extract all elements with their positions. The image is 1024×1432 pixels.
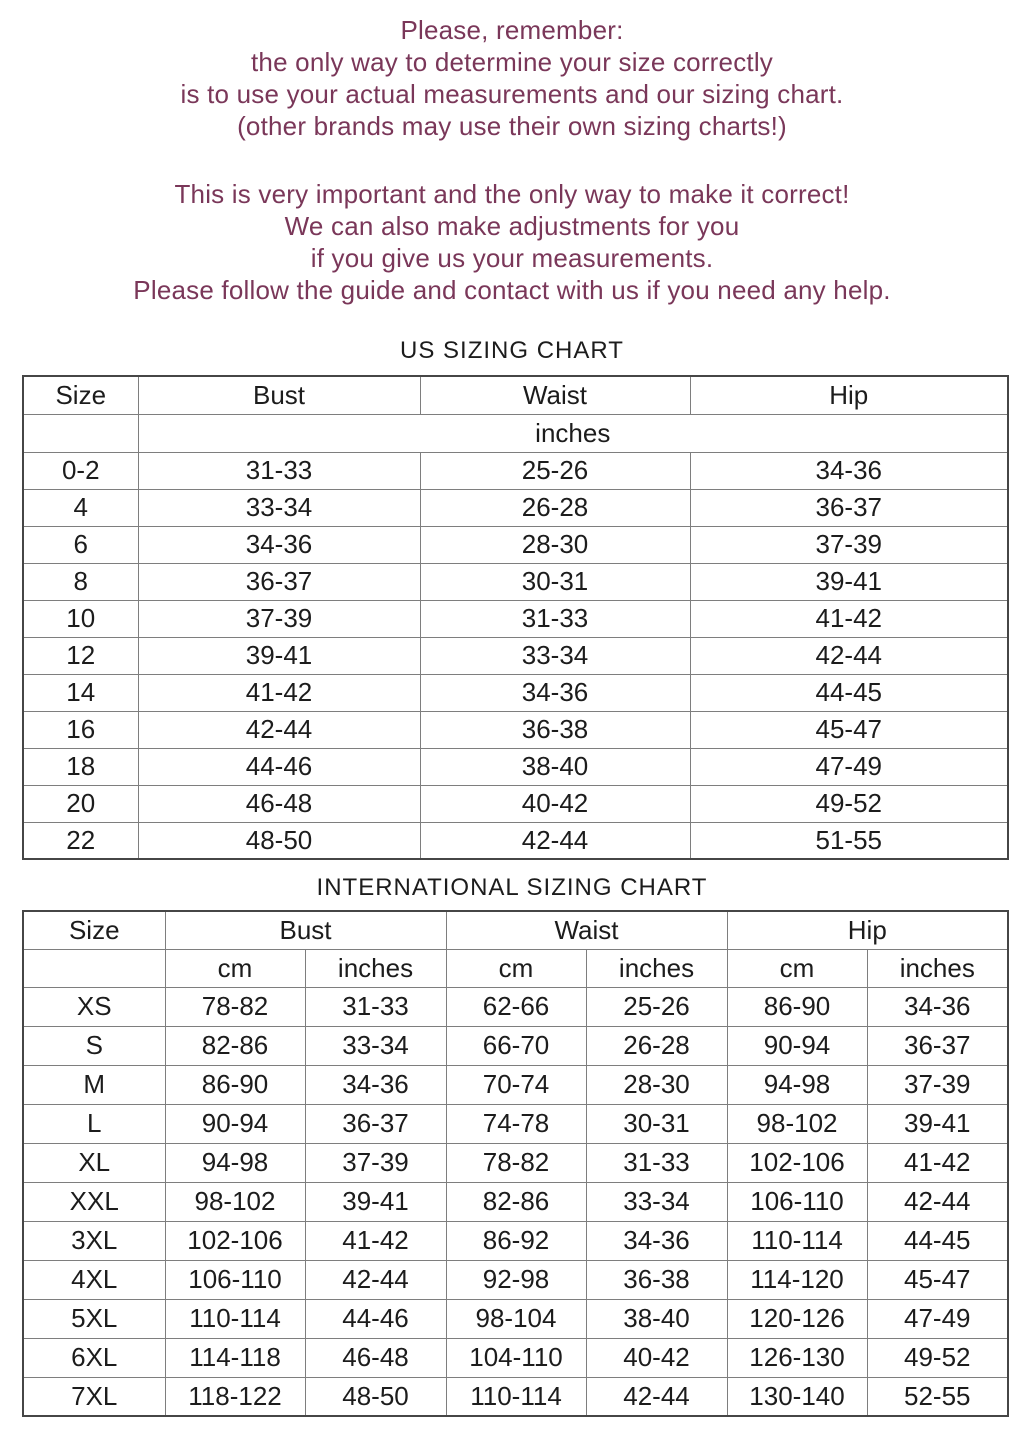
cell-size: L bbox=[23, 1104, 165, 1143]
cell-waist_cm: 86-92 bbox=[446, 1221, 586, 1260]
cell-size: 18 bbox=[23, 748, 138, 785]
intro-paragraph-1 bbox=[0, 14, 1024, 142]
cell-hip: 39-41 bbox=[690, 563, 1008, 600]
table-row bbox=[23, 1182, 1008, 1221]
cell-size: 7XL bbox=[23, 1377, 165, 1416]
cell-size: 3XL bbox=[23, 1221, 165, 1260]
cell-size: 5XL bbox=[23, 1299, 165, 1338]
cell-bust_cm: 94-98 bbox=[165, 1143, 305, 1182]
cell-hip_cm: 120-126 bbox=[727, 1299, 867, 1338]
cell-bust: 41-42 bbox=[138, 674, 420, 711]
cell-hip_cm: 106-110 bbox=[727, 1182, 867, 1221]
cell-waist_in: 25-26 bbox=[586, 987, 727, 1026]
cell-hip_cm: 90-94 bbox=[727, 1026, 867, 1065]
table-row bbox=[23, 489, 1008, 526]
intl-header-row bbox=[23, 911, 1008, 949]
cell-bust_cm: 118-122 bbox=[165, 1377, 305, 1416]
cell-bust_in: 36-37 bbox=[305, 1104, 446, 1143]
cell-waist: 26-28 bbox=[420, 489, 690, 526]
cell-hip_in: 42-44 bbox=[867, 1182, 1008, 1221]
cell-waist_in: 26-28 bbox=[586, 1026, 727, 1065]
cell-size: M bbox=[23, 1065, 165, 1104]
cell-waist_cm: 62-66 bbox=[446, 987, 586, 1026]
intro-line: the only way to determine your size correctly bbox=[251, 47, 773, 77]
cell-bust_in: 41-42 bbox=[305, 1221, 446, 1260]
table-row bbox=[23, 637, 1008, 674]
cell-bust: 39-41 bbox=[138, 637, 420, 674]
intro-note bbox=[0, 0, 1024, 306]
intro-line: Please, remember: bbox=[400, 15, 624, 45]
intro-line: This is very important and the only way to make it correct! bbox=[174, 179, 850, 209]
cell-bust: 36-37 bbox=[138, 563, 420, 600]
cell-hip_in: 34-36 bbox=[867, 987, 1008, 1026]
units-label-cm: cm bbox=[165, 949, 305, 987]
cell-hip_cm: 98-102 bbox=[727, 1104, 867, 1143]
table-row bbox=[23, 526, 1008, 563]
cell-hip_in: 44-45 bbox=[867, 1221, 1008, 1260]
cell-bust: 48-50 bbox=[138, 822, 420, 859]
cell-hip_in: 52-55 bbox=[867, 1377, 1008, 1416]
cell-bust_in: 44-46 bbox=[305, 1299, 446, 1338]
cell-bust: 37-39 bbox=[138, 600, 420, 637]
cell-waist_cm: 78-82 bbox=[446, 1143, 586, 1182]
cell-waist_in: 33-34 bbox=[586, 1182, 727, 1221]
cell-size: XL bbox=[23, 1143, 165, 1182]
column-header-waist: Waist bbox=[420, 376, 690, 414]
cell-bust_in: 33-34 bbox=[305, 1026, 446, 1065]
table-row bbox=[23, 1221, 1008, 1260]
cell-size: 10 bbox=[23, 600, 138, 637]
table-row bbox=[23, 1299, 1008, 1338]
intl-sizing-table bbox=[22, 910, 1009, 1417]
cell-bust: 46-48 bbox=[138, 785, 420, 822]
cell-bust_in: 39-41 bbox=[305, 1182, 446, 1221]
cell-waist_cm: 98-104 bbox=[446, 1299, 586, 1338]
cell-bust_in: 48-50 bbox=[305, 1377, 446, 1416]
cell-hip_in: 41-42 bbox=[867, 1143, 1008, 1182]
cell-bust_in: 31-33 bbox=[305, 987, 446, 1026]
cell-hip: 37-39 bbox=[690, 526, 1008, 563]
cell-hip_in: 39-41 bbox=[867, 1104, 1008, 1143]
intro-line: is to use your actual measurements and our sizing chart. bbox=[180, 79, 844, 109]
cell-bust_cm: 82-86 bbox=[165, 1026, 305, 1065]
cell-waist_cm: 92-98 bbox=[446, 1260, 586, 1299]
intro-paragraph-2 bbox=[0, 178, 1024, 306]
cell-bust: 34-36 bbox=[138, 526, 420, 563]
cell-hip_cm: 94-98 bbox=[727, 1065, 867, 1104]
cell-waist: 34-36 bbox=[420, 674, 690, 711]
cell-size: 4XL bbox=[23, 1260, 165, 1299]
table-row bbox=[23, 1026, 1008, 1065]
cell-bust_in: 42-44 bbox=[305, 1260, 446, 1299]
table-row bbox=[23, 563, 1008, 600]
cell-waist_in: 40-42 bbox=[586, 1338, 727, 1377]
cell-waist_cm: 110-114 bbox=[446, 1377, 586, 1416]
cell-waist_in: 30-31 bbox=[586, 1104, 727, 1143]
intro-line: Please follow the guide and contact with us if you need any help. bbox=[133, 275, 891, 305]
table-row bbox=[23, 1065, 1008, 1104]
column-header-size: Size bbox=[23, 376, 138, 414]
cell-bust_cm: 78-82 bbox=[165, 987, 305, 1026]
cell-waist: 31-33 bbox=[420, 600, 690, 637]
cell-bust: 44-46 bbox=[138, 748, 420, 785]
cell-waist_cm: 82-86 bbox=[446, 1182, 586, 1221]
cell-hip_in: 37-39 bbox=[867, 1065, 1008, 1104]
cell-waist_in: 36-38 bbox=[586, 1260, 727, 1299]
cell-hip: 41-42 bbox=[690, 600, 1008, 637]
cell-hip_in: 49-52 bbox=[867, 1338, 1008, 1377]
cell-hip_in: 47-49 bbox=[867, 1299, 1008, 1338]
cell-bust_cm: 114-118 bbox=[165, 1338, 305, 1377]
cell-waist_in: 42-44 bbox=[586, 1377, 727, 1416]
cell-bust_in: 46-48 bbox=[305, 1338, 446, 1377]
cell-bust: 31-33 bbox=[138, 452, 420, 489]
cell-hip_in: 45-47 bbox=[867, 1260, 1008, 1299]
intro-line: (other brands may use their own sizing charts!) bbox=[237, 111, 787, 141]
cell-bust_cm: 106-110 bbox=[165, 1260, 305, 1299]
cell-size: 0-2 bbox=[23, 452, 138, 489]
cell-size: 14 bbox=[23, 674, 138, 711]
cell-waist_in: 38-40 bbox=[586, 1299, 727, 1338]
cell-hip_cm: 114-120 bbox=[727, 1260, 867, 1299]
us-sizing-table bbox=[22, 375, 1009, 860]
cell-waist_cm: 66-70 bbox=[446, 1026, 586, 1065]
cell-waist: 25-26 bbox=[420, 452, 690, 489]
table-row bbox=[23, 1338, 1008, 1377]
cell-bust_cm: 102-106 bbox=[165, 1221, 305, 1260]
cell-waist: 40-42 bbox=[420, 785, 690, 822]
cell-hip: 36-37 bbox=[690, 489, 1008, 526]
cell-hip_cm: 130-140 bbox=[727, 1377, 867, 1416]
cell-waist_cm: 70-74 bbox=[446, 1065, 586, 1104]
column-header-bust: Bust bbox=[165, 911, 446, 949]
cell-size: 4 bbox=[23, 489, 138, 526]
cell-hip_in: 36-37 bbox=[867, 1026, 1008, 1065]
empty-cell bbox=[23, 949, 165, 987]
column-header-waist: Waist bbox=[446, 911, 727, 949]
cell-hip: 42-44 bbox=[690, 637, 1008, 674]
table-row bbox=[23, 822, 1008, 859]
column-header-hip: Hip bbox=[727, 911, 1008, 949]
cell-bust_in: 37-39 bbox=[305, 1143, 446, 1182]
cell-hip: 34-36 bbox=[690, 452, 1008, 489]
table-row bbox=[23, 748, 1008, 785]
cell-size: 6XL bbox=[23, 1338, 165, 1377]
cell-size: 12 bbox=[23, 637, 138, 674]
intro-line: We can also make adjustments for you bbox=[284, 211, 740, 241]
table-row bbox=[23, 1377, 1008, 1416]
cell-size: 6 bbox=[23, 526, 138, 563]
cell-hip: 45-47 bbox=[690, 711, 1008, 748]
cell-waist: 28-30 bbox=[420, 526, 690, 563]
cell-waist_in: 28-30 bbox=[586, 1065, 727, 1104]
cell-size: XS bbox=[23, 987, 165, 1026]
cell-waist: 33-34 bbox=[420, 637, 690, 674]
cell-size: 20 bbox=[23, 785, 138, 822]
table-row bbox=[23, 674, 1008, 711]
cell-hip: 51-55 bbox=[690, 822, 1008, 859]
cell-hip_cm: 102-106 bbox=[727, 1143, 867, 1182]
cell-waist: 42-44 bbox=[420, 822, 690, 859]
cell-size: XXL bbox=[23, 1182, 165, 1221]
cell-hip: 49-52 bbox=[690, 785, 1008, 822]
table-row bbox=[23, 711, 1008, 748]
table-row bbox=[23, 785, 1008, 822]
cell-bust: 33-34 bbox=[138, 489, 420, 526]
units-label-inches: inches bbox=[867, 949, 1008, 987]
units-label: inches bbox=[138, 414, 1008, 452]
column-header-hip: Hip bbox=[690, 376, 1008, 414]
us-header-row bbox=[23, 376, 1008, 414]
cell-hip_cm: 126-130 bbox=[727, 1338, 867, 1377]
us-chart-title: US SIZING CHART bbox=[400, 337, 624, 364]
cell-waist: 30-31 bbox=[420, 563, 690, 600]
table-row bbox=[23, 452, 1008, 489]
cell-bust_cm: 86-90 bbox=[165, 1065, 305, 1104]
us-units-row bbox=[23, 414, 1008, 452]
cell-waist: 36-38 bbox=[420, 711, 690, 748]
cell-size: 8 bbox=[23, 563, 138, 600]
cell-waist_cm: 104-110 bbox=[446, 1338, 586, 1377]
cell-waist_cm: 74-78 bbox=[446, 1104, 586, 1143]
cell-bust_cm: 110-114 bbox=[165, 1299, 305, 1338]
intl-units-row bbox=[23, 949, 1008, 987]
cell-size: 22 bbox=[23, 822, 138, 859]
cell-hip_cm: 86-90 bbox=[727, 987, 867, 1026]
cell-hip_cm: 110-114 bbox=[727, 1221, 867, 1260]
table-row bbox=[23, 987, 1008, 1026]
empty-cell bbox=[23, 414, 138, 452]
column-header-size: Size bbox=[23, 911, 165, 949]
units-label-cm: cm bbox=[727, 949, 867, 987]
units-label-cm: cm bbox=[446, 949, 586, 987]
cell-bust_in: 34-36 bbox=[305, 1065, 446, 1104]
table-row bbox=[23, 1104, 1008, 1143]
cell-bust: 42-44 bbox=[138, 711, 420, 748]
cell-bust_cm: 98-102 bbox=[165, 1182, 305, 1221]
cell-bust_cm: 90-94 bbox=[165, 1104, 305, 1143]
table-row bbox=[23, 1143, 1008, 1182]
cell-waist: 38-40 bbox=[420, 748, 690, 785]
column-header-bust: Bust bbox=[138, 376, 420, 414]
cell-hip: 47-49 bbox=[690, 748, 1008, 785]
cell-hip: 44-45 bbox=[690, 674, 1008, 711]
cell-waist_in: 34-36 bbox=[586, 1221, 727, 1260]
units-label-inches: inches bbox=[586, 949, 727, 987]
intro-line: if you give us your measurements. bbox=[310, 243, 714, 273]
table-row bbox=[23, 1260, 1008, 1299]
table-row bbox=[23, 600, 1008, 637]
cell-waist_in: 31-33 bbox=[586, 1143, 727, 1182]
intl-chart-title: INTERNATIONAL SIZING CHART bbox=[316, 874, 708, 901]
units-label-inches: inches bbox=[305, 949, 446, 987]
cell-size: S bbox=[23, 1026, 165, 1065]
cell-size: 16 bbox=[23, 711, 138, 748]
